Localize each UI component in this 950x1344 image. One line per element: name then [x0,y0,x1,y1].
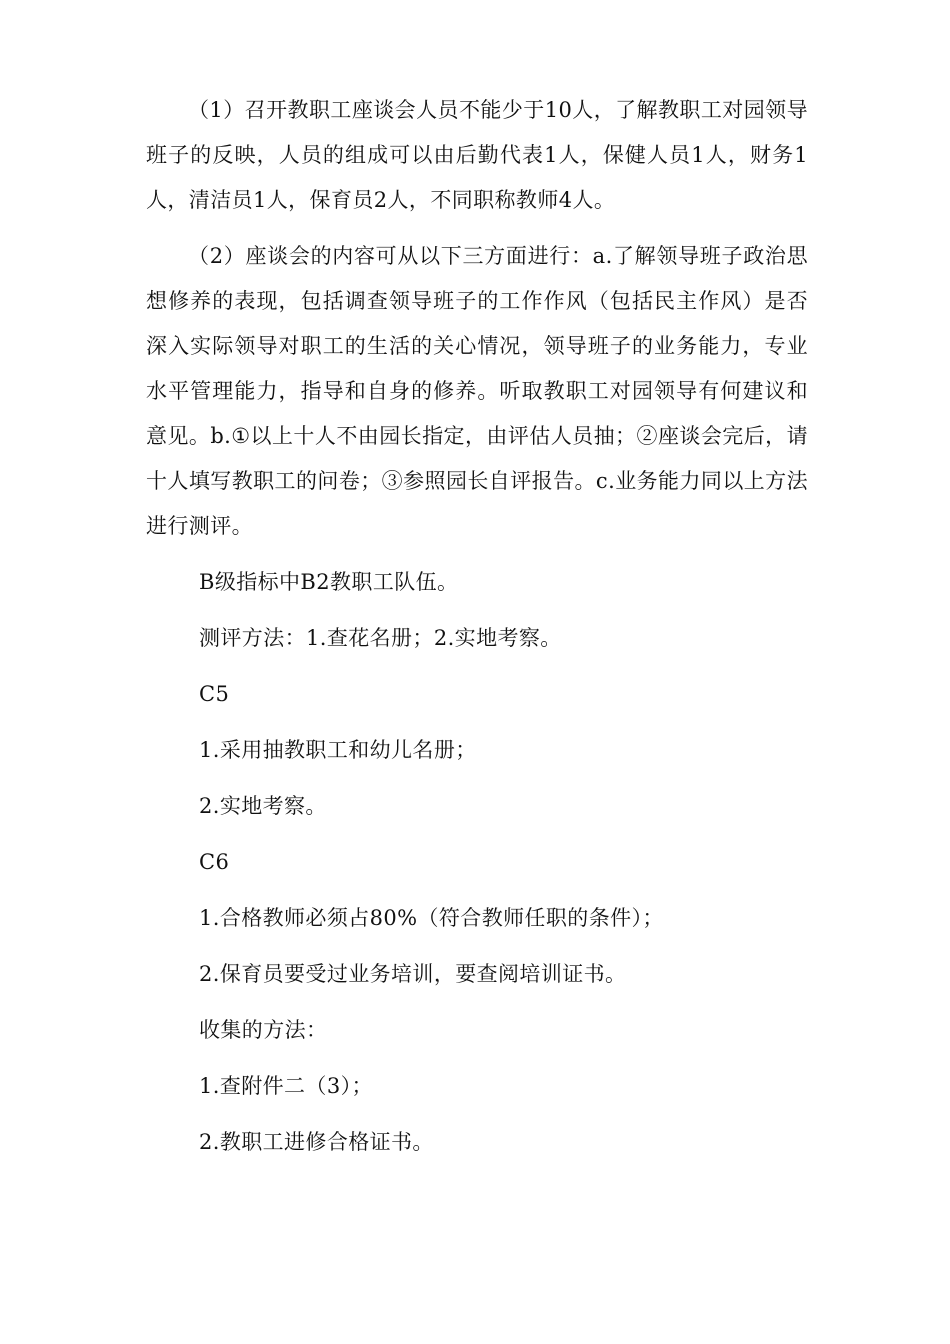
paragraph-2: （2）座谈会的内容可从以下三方面进行：a.了解领导班子政治思想修养的表现，包括调查领导班子的工作作风（包括民主作风）是否深入实际领导对职工的生活的关心情况，领导班子的业务能力，专业水平管理能力，指导和自身的修养。听取教职工对园领导有何建议和意见。b.①以上十人不由园长指定，由评估人员抽；②座谈会完后，请十人填写教职工的问卷；③参照园长自评报告。c.业务能力同以上方法进行测评。 [146,244,808,538]
line-collection-item-1: 1.查附件二（3）； [199,1074,373,1098]
line-evaluation-method: 测评方法：1.查花名册；2.实地考察。 [199,626,562,650]
line-c6-item-2: 2.保育员要受过业务培训，要查阅培训证书。 [199,962,627,986]
line-c6-heading: C6 [199,850,230,874]
line-collection-method: 收集的方法： [199,1018,328,1042]
line-c6-item-1: 1.合格教师必须占80%（符合教师任职的条件）； [199,906,664,930]
line-c5-item-1: 1.采用抽教职工和幼儿名册； [199,738,477,762]
line-collection-item-2: 2.教职工进修合格证书。 [199,1130,434,1154]
line-c5-item-2: 2.实地考察。 [199,794,327,818]
paragraph-1: （1）召开教职工座谈会人员不能少于10人，了解教职工对园领导班子的反映，人员的组成可以由后勤代表1人，保健人员1人，财务1人，清洁员1人，保育员2人，不同职称教师4人。 [146,98,808,212]
document-page [146,88,808,1176]
line-b-level-indicator: B级指标中B2教职工队伍。 [199,570,459,594]
line-c5-heading: C5 [199,682,230,706]
